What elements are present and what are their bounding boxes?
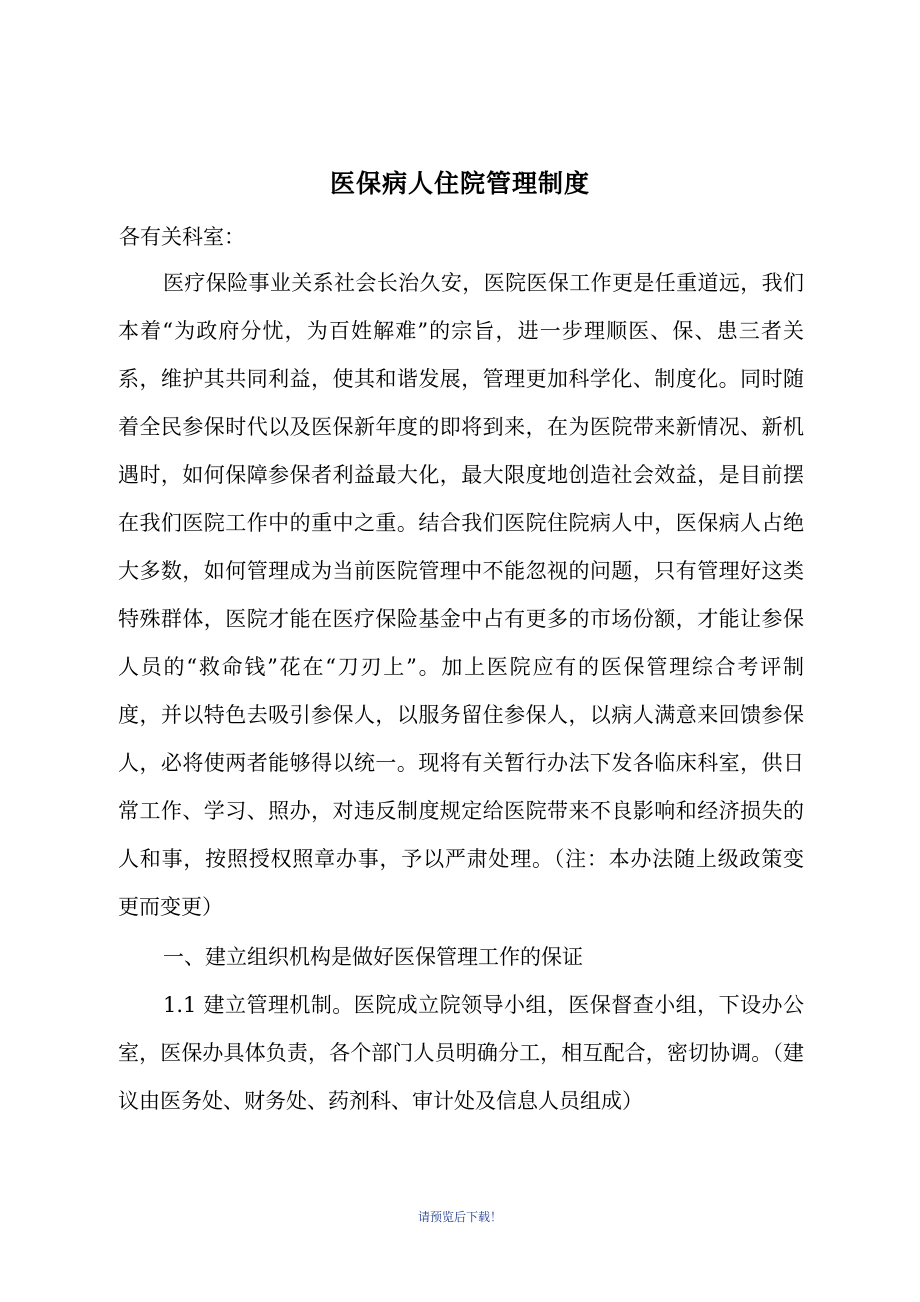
intro-line-11: 人，必将使两者能够得以统一。现将有关暂行办法下发各临床科室，供日 (118, 751, 804, 775)
intro-line-14: 更而变更） (118, 895, 223, 919)
intro-line-12: 常工作、学习、照办，对违反制度规定给医院带来不良影响和经济损失的 (118, 799, 804, 823)
item-line-2: 室，医保办具体负责，各个部门人员明确分工，相互配合，密切协调。（建 (118, 1041, 804, 1065)
intro-line-13: 人和事，按照授权照章办事，予以严肃处理。（注：本办法随上级政策变 (118, 847, 804, 871)
greeting-line: 各有关科室： (119, 225, 245, 249)
intro-line-7: 大多数，如何管理成为当前医院管理中不能忽视的问题，只有管理好这类 (118, 559, 804, 583)
document-title: 医保病人住院管理制度 (329, 169, 590, 198)
section-heading: 一、建立组织机构是做好医保管理工作的保证 (163, 945, 583, 969)
intro-line-10: 度，并以特色去吸引参保人，以服务留住参保人，以病人满意来回馈参保 (118, 703, 804, 727)
intro-line-4: 着全民参保时代以及医保新年度的即将到来，在为医院带来新情况、新机 (118, 415, 804, 439)
intro-line-2: 本着“为政府分忧，为百姓解难”的宗旨，进一步理顺医、保、患三者关 (118, 319, 804, 343)
item-line-3: 议由医务处、财务处、药剂科、审计处及信息人员组成） (118, 1089, 643, 1113)
download-footer: 请预览后下载！ (417, 1210, 502, 1224)
item-line-1: 1.1 建立管理机制。医院成立院领导小组，医保督查小组，下设办公 (163, 993, 804, 1017)
intro-line-5: 遇时，如何保障参保者利益最大化，最大限度地创造社会效益，是目前摆 (118, 463, 804, 487)
intro-line-9: 人员的“救命钱”花在“刀刃上”。加上医院应有的医保管理综合考评制 (118, 655, 804, 679)
intro-line-1: 医疗保险事业关系社会长治久安，医院医保工作更是任重道远，我们 (163, 271, 804, 295)
intro-line-6: 在我们医院工作中的重中之重。结合我们医院住院病人中，医保病人占绝 (118, 511, 804, 535)
intro-line-8: 特殊群体，医院才能在医疗保险基金中占有更多的市场份额，才能让参保 (118, 607, 804, 631)
intro-line-3: 系，维护其共同利益，使其和谐发展，管理更加科学化、制度化。同时随 (118, 367, 804, 391)
